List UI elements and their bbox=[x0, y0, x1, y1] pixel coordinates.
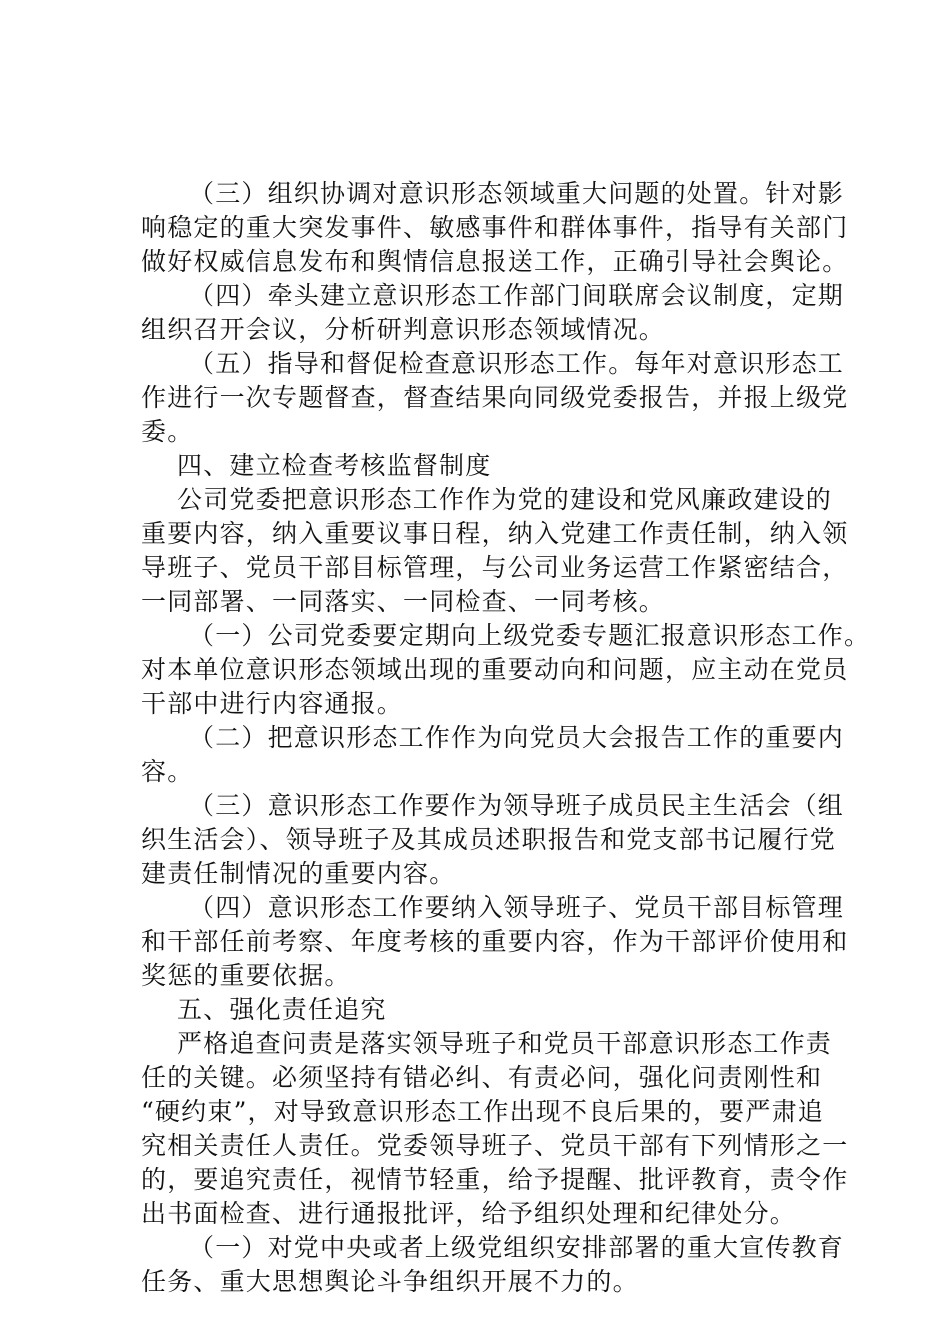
section-heading: 四、建立检查考核监督制度 bbox=[177, 451, 492, 480]
paragraph-line: （三）意识形态工作要作为领导班子成员民主生活会（组 bbox=[189, 791, 845, 820]
section-heading: 五、强化责任追究 bbox=[177, 995, 387, 1024]
paragraph-line: （三）组织协调对意识形态领域重大问题的处置。针对影 bbox=[189, 179, 845, 208]
paragraph-line: 重要内容，纳入重要议事日程，纳入党建工作责任制，纳入领 bbox=[141, 519, 849, 548]
paragraph-line: 究相关责任人责任。党委领导班子、党员干部有下列情形之一 bbox=[141, 1131, 849, 1160]
paragraph-line: 容。 bbox=[141, 757, 194, 786]
paragraph-line: 任务、重大思想舆论斗争组织开展不力的。 bbox=[141, 1267, 639, 1296]
paragraph-line: 奖惩的重要依据。 bbox=[141, 961, 351, 990]
paragraph-line: 组织召开会议，分析研判意识形态领域情况。 bbox=[141, 315, 666, 344]
paragraph-line: 公司党委把意识形态工作作为党的建设和党风廉政建设的 bbox=[177, 485, 833, 514]
paragraph-line: 作进行一次专题督查，督查结果向同级党委报告，并报上级党 bbox=[141, 383, 849, 412]
paragraph-line: 的，要追究责任，视情节轻重，给予提醒、批评教育，责令作 bbox=[141, 1165, 849, 1194]
paragraph-line: 严格追查问责是落实领导班子和党员干部意识形态工作责 bbox=[177, 1029, 833, 1058]
paragraph-line: 和干部任前考察、年度考核的重要内容，作为干部评价使用和 bbox=[141, 927, 849, 956]
paragraph-line: （二）把意识形态工作作为向党员大会报告工作的重要内 bbox=[189, 723, 845, 752]
paragraph-line: “硬约束”，对导致意识形态工作出现不良后果的，要严肃追 bbox=[141, 1097, 824, 1126]
paragraph-line: 导班子、党员干部目标管理，与公司业务运营工作紧密结合， bbox=[141, 553, 849, 582]
paragraph-line: 委。 bbox=[141, 417, 194, 446]
paragraph-line: 织生活会）、领导班子及其成员述职报告和党支部书记履行党 bbox=[141, 825, 836, 854]
paragraph-line: （一）对党中央或者上级党组织安排部署的重大宣传教育 bbox=[189, 1233, 845, 1262]
paragraph-line: 做好权威信息发布和舆情信息报送工作，正确引导社会舆论。 bbox=[141, 247, 849, 276]
paragraph-line: 出书面检查、进行通报批评，给予组织处理和纪律处分。 bbox=[141, 1199, 797, 1228]
paragraph-line: 干部中进行内容通报。 bbox=[141, 689, 404, 718]
paragraph-line: （四）意识形态工作要纳入领导班子、党员干部目标管理 bbox=[189, 893, 845, 922]
paragraph-line: （一）公司党委要定期向上级党委专题汇报意识形态工作。 bbox=[189, 621, 871, 650]
paragraph-line: （四）牵头建立意识形态工作部门间联席会议制度，定期 bbox=[189, 281, 845, 310]
paragraph-line: 建责任制情况的重要内容。 bbox=[141, 859, 456, 888]
paragraph-line: （五）指导和督促检查意识形态工作。每年对意识形态工 bbox=[189, 349, 845, 378]
paragraph-line: 任的关键。必须坚持有错必纠、有责必问，强化问责刚性和 bbox=[141, 1063, 823, 1092]
paragraph-line: 一同部署、一同落实、一同检查、一同考核。 bbox=[141, 587, 666, 616]
paragraph-line: 响稳定的重大突发事件、敏感事件和群体事件，指导有关部门 bbox=[141, 213, 849, 242]
paragraph-line: 对本单位意识形态领域出现的重要动向和问题，应主动在党员 bbox=[141, 655, 849, 684]
